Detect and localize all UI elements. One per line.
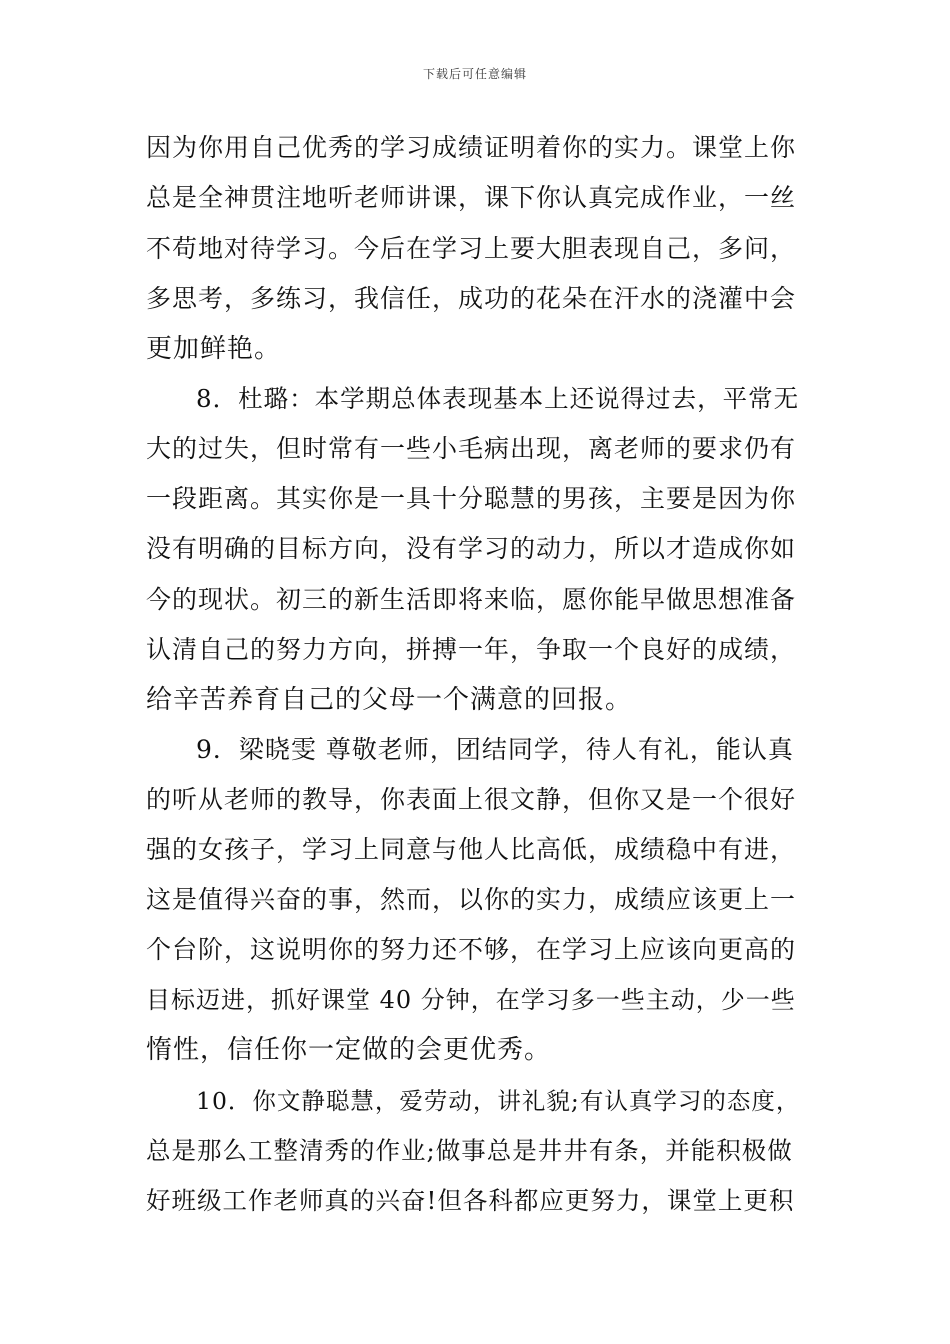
- paragraph-start-line: 9．梁晓雯 尊敬老师，团结同学，待人有礼，能认真: [196, 735, 794, 764]
- text-line: 今的现状。初三的新生活即将来临，愿你能早做思想准备: [146, 585, 797, 614]
- text-line: 因为你用自己优秀的学习成绩证明着你的实力。课堂上你: [146, 133, 797, 162]
- text-line: 总是那么工整清秀的作业;做事总是井井有条，并能积极做: [146, 1136, 793, 1165]
- paragraph-start-line: 10．你文静聪慧，爱劳动，讲礼貌;有认真学习的态度，: [196, 1087, 801, 1115]
- text-line: 的听从老师的教导，你表面上很文静，但你又是一个很好: [146, 785, 797, 814]
- text-line: 强的女孩子，学习上同意与他人比高低，成绩稳中有进，: [146, 835, 797, 864]
- paragraph-start-line: 8．杜璐：本学期总体表现基本上还说得过去，平常无: [196, 384, 800, 413]
- text-line: 没有明确的目标方向，没有学习的动力，所以才造成你如: [146, 534, 797, 563]
- text-line: 多思考，多练习，我信任，成功的花朵在汗水的浇灌中会: [146, 284, 797, 313]
- text-line: 大的过失，但时常有一些小毛病出现，离老师的要求仍有: [146, 434, 797, 463]
- text-line: 好班级工作老师真的兴奋!但各科都应更努力，课堂上更积: [146, 1186, 795, 1215]
- text-line: 一段距离。其实你是一具十分聪慧的男孩，主要是因为你: [146, 484, 797, 513]
- text-line: 认清自己的努力方向，拼搏一年，争取一个良好的成绩，: [146, 635, 797, 664]
- text-line: 更加鲜艳。: [146, 334, 282, 364]
- text-line: 总是全神贯注地听老师讲课，课下你认真完成作业，一丝: [146, 183, 797, 212]
- page-header: 下载后可任意编辑: [422, 67, 527, 81]
- text-line: 给辛苦养育自己的父母一个满意的回报。: [146, 685, 633, 715]
- text-line: 这是值得兴奋的事，然而，以你的实力，成绩应该更上一: [146, 885, 797, 914]
- text-line: 惰性，信任你一定做的会更优秀。: [146, 1035, 552, 1065]
- text-line: 不苟地对待学习。今后在学习上要大胆表现自己，多问，: [146, 234, 797, 263]
- text-line: 个台阶，这说明你的努力还不够，在学习上应该向更高的: [146, 935, 797, 964]
- text-line: 目标迈进，抓好课堂 40 分钟，在学习多一些主动，少一些: [146, 986, 796, 1014]
